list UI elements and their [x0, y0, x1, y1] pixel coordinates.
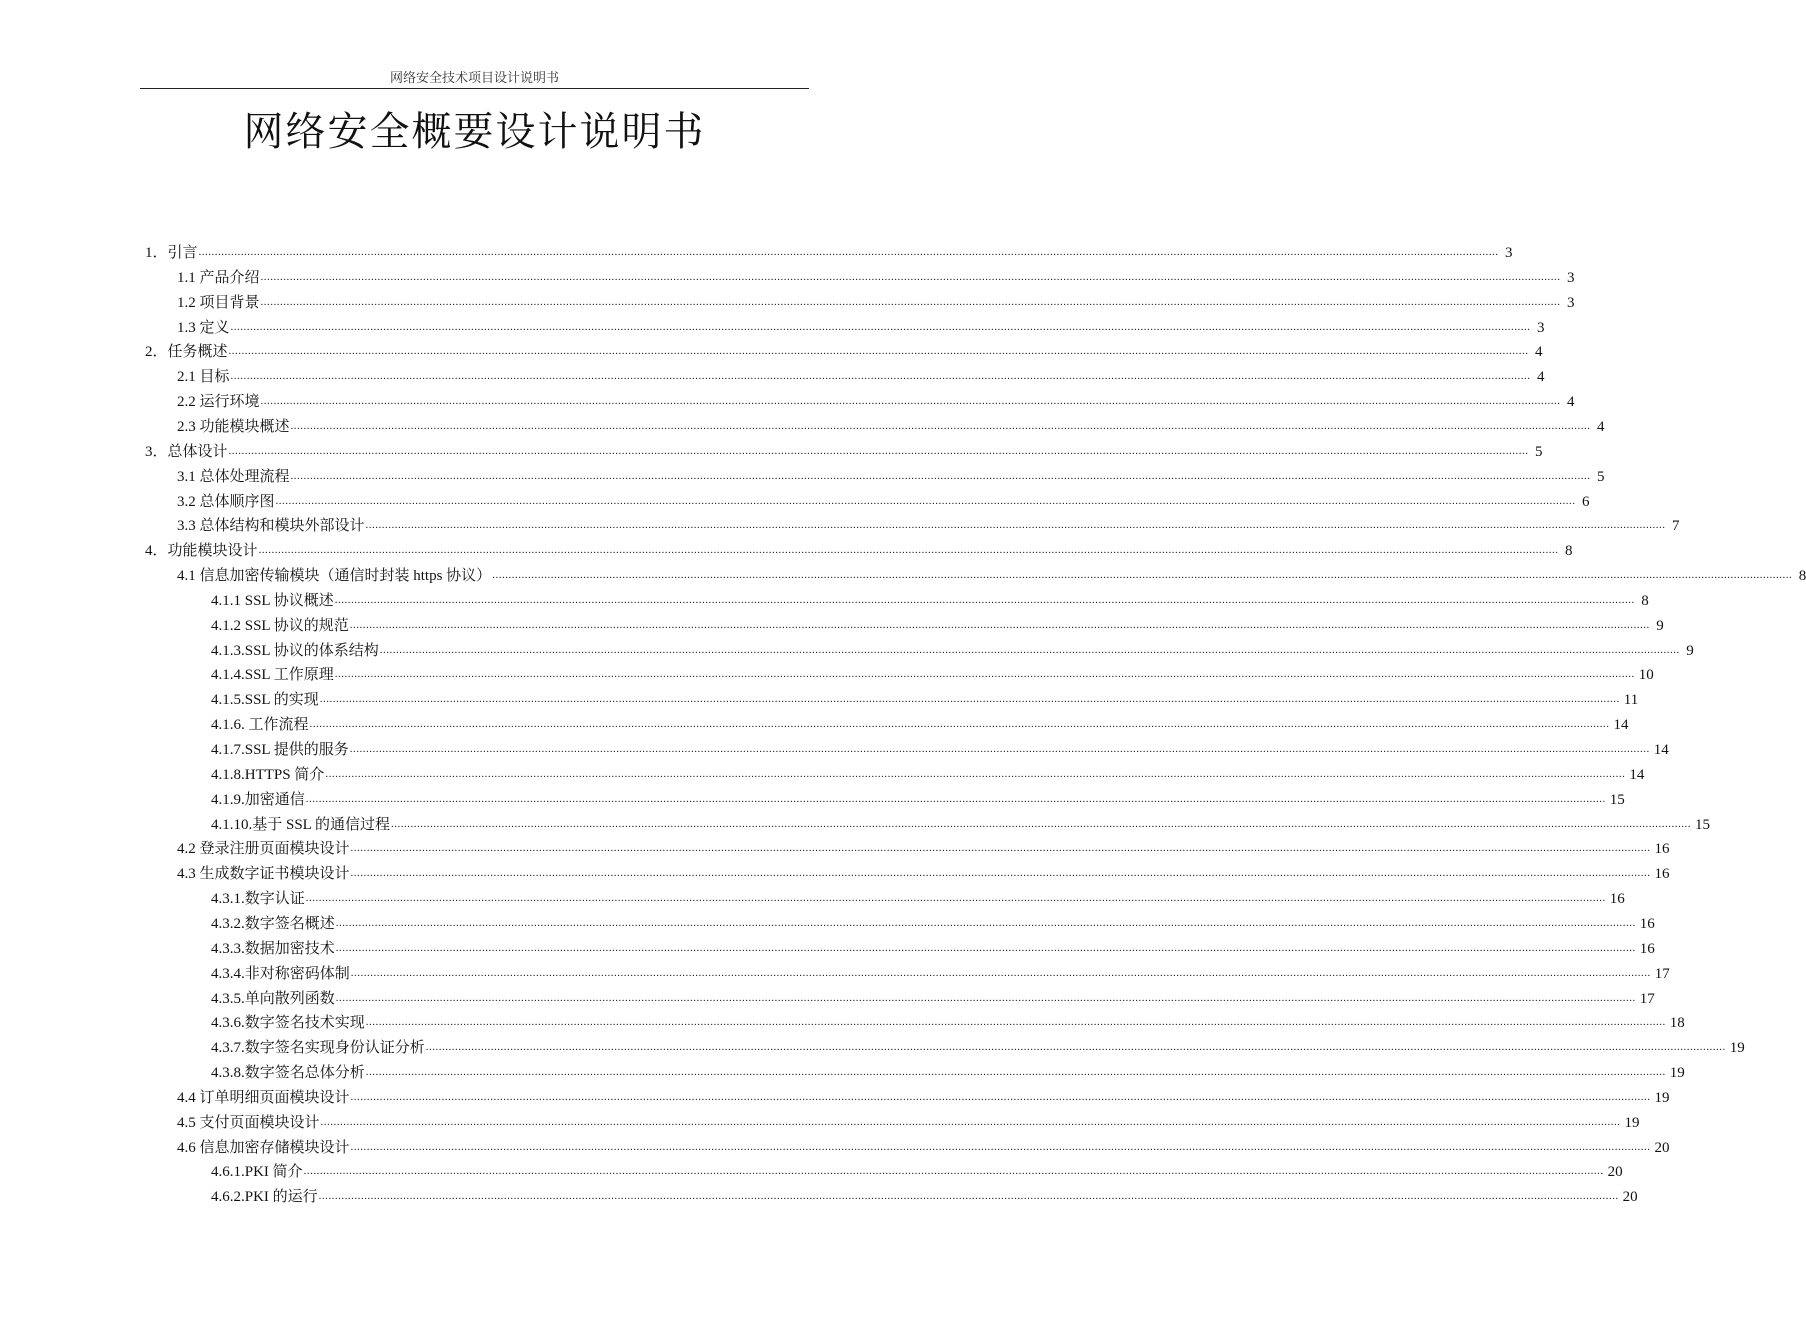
- toc-dot-leader: ................................................................................................................................................................................................................................................................................................................................................................................................................: [365, 1016, 1666, 1028]
- toc-entry-page-number: 8: [1798, 568, 1806, 584]
- toc-dot-leader: ................................................................................................................................................................................................................................................................................................................................................................................................................: [275, 495, 1576, 507]
- toc-entry-page-number: 16: [1654, 866, 1670, 882]
- toc-entry-page-number: 14: [1629, 767, 1645, 783]
- toc-entry[interactable]: [177, 291, 1575, 313]
- toc-entry-page-number: 9: [1686, 643, 1694, 659]
- toc-entry-page-number: 6: [1582, 494, 1590, 510]
- toc-entry[interactable]: [177, 1136, 1670, 1158]
- toc-entry-page-number: 10: [1638, 667, 1654, 683]
- toc-entry-page-number: 20: [1622, 1189, 1638, 1205]
- document-title: 网络安全概要设计说明书: [243, 109, 706, 154]
- toc-entry-label: 4.4 订单明细页面模块设计: [177, 1090, 350, 1106]
- toc-dot-leader: ................................................................................................................................................................................................................................................................................................................................................................................................................: [318, 1190, 1619, 1202]
- toc-entry-label: 4.3.4.非对称密码体制: [211, 966, 350, 982]
- toc-entry-page-number: 19: [1654, 1090, 1670, 1106]
- toc-entry[interactable]: [177, 490, 1590, 512]
- toc-dot-leader: ................................................................................................................................................................................................................................................................................................................................................................................................................: [350, 1091, 1651, 1103]
- toc-dot-leader: ................................................................................................................................................................................................................................................................................................................................................................................................................: [379, 644, 1680, 656]
- toc-entry-label: 4.3.7.数字签名实现身份认证分析: [211, 1040, 425, 1056]
- toc-entry[interactable]: [211, 937, 1655, 959]
- toc-entry-page-number: 3: [1567, 270, 1575, 286]
- toc-dot-leader: ................................................................................................................................................................................................................................................................................................................................................................................................................: [228, 445, 1529, 457]
- toc-entry-page-number: 19: [1669, 1065, 1685, 1081]
- toc-entry[interactable]: [177, 415, 1605, 437]
- toc-dot-leader: ................................................................................................................................................................................................................................................................................................................................................................................................................: [305, 793, 1606, 805]
- toc-entry[interactable]: [211, 813, 1711, 835]
- toc-entry-page-number: 20: [1607, 1164, 1623, 1180]
- toc-entry[interactable]: [145, 241, 1513, 263]
- toc-entry-page-number: 3: [1505, 245, 1513, 261]
- toc-entry[interactable]: [177, 465, 1605, 487]
- toc-entry[interactable]: [211, 614, 1664, 636]
- toc-entry-label: 4.1.6. 工作流程: [211, 717, 309, 733]
- toc-entry-label: 4.3 生成数字证书模块设计: [177, 866, 350, 882]
- toc-dot-leader: ................................................................................................................................................................................................................................................................................................................................................................................................................: [350, 967, 1651, 979]
- toc-dot-leader: ................................................................................................................................................................................................................................................................................................................................................................................................................: [349, 619, 1650, 631]
- toc-entry-page-number: 8: [1641, 593, 1649, 609]
- toc-entry-label: 4.5 支付页面模块设计: [177, 1115, 320, 1131]
- toc-entry-page-number: 11: [1623, 692, 1639, 708]
- toc-entry-page-number: 20: [1654, 1140, 1670, 1156]
- toc-entry[interactable]: [145, 340, 1543, 362]
- toc-entry[interactable]: [211, 912, 1655, 934]
- toc-dot-leader: ................................................................................................................................................................................................................................................................................................................................................................................................................: [290, 420, 1591, 432]
- toc-entry-label: 4.3.3.数据加密技术: [211, 941, 335, 957]
- toc-dot-leader: ................................................................................................................................................................................................................................................................................................................................................................................................................: [335, 942, 1636, 954]
- toc-entry[interactable]: [211, 589, 1649, 611]
- toc-entry[interactable]: [177, 514, 1680, 536]
- toc-entry[interactable]: [177, 390, 1575, 412]
- toc-entry[interactable]: [177, 1086, 1670, 1108]
- toc-entry[interactable]: [177, 365, 1545, 387]
- toc-entry-label: 3.3 总体结构和模块外部设计: [177, 518, 365, 534]
- toc-entry-label: 3.2 总体顺序图: [177, 494, 275, 510]
- toc-dot-leader: ................................................................................................................................................................................................................................................................................................................................................................................................................: [365, 519, 1666, 531]
- toc-entry-label: 4.6.2.PKI 的运行: [211, 1189, 318, 1205]
- toc-dot-leader: ................................................................................................................................................................................................................................................................................................................................................................................................................: [350, 867, 1651, 879]
- toc-dot-leader: ................................................................................................................................................................................................................................................................................................................................................................................................................: [198, 246, 1499, 258]
- toc-entry[interactable]: [177, 1111, 1640, 1133]
- toc-dot-leader: ................................................................................................................................................................................................................................................................................................................................................................................................................: [391, 818, 1692, 830]
- toc-entry-label: 1.3 定义: [177, 320, 230, 336]
- toc-dot-leader: ................................................................................................................................................................................................................................................................................................................................................................................................................: [303, 1165, 1604, 1177]
- toc-dot-leader: ................................................................................................................................................................................................................................................................................................................................................................................................................: [305, 892, 1606, 904]
- toc-dot-leader: ................................................................................................................................................................................................................................................................................................................................................................................................................: [350, 842, 1651, 854]
- toc-entry-page-number: 17: [1654, 966, 1670, 982]
- toc-entry-page-number: 9: [1656, 618, 1664, 634]
- toc-entry-label: 4．功能模块设计: [145, 543, 258, 559]
- toc-entry-label: 4.3.2.数字签名概述: [211, 916, 335, 932]
- toc-entry[interactable]: [211, 1011, 1685, 1033]
- toc-entry-page-number: 14: [1653, 742, 1669, 758]
- toc-dot-leader: ................................................................................................................................................................................................................................................................................................................................................................................................................: [350, 1141, 1651, 1153]
- toc-entry-page-number: 5: [1535, 444, 1543, 460]
- toc-dot-leader: ................................................................................................................................................................................................................................................................................................................................................................................................................: [260, 271, 1561, 283]
- toc-entry-page-number: 16: [1639, 941, 1655, 957]
- toc-entry[interactable]: [177, 266, 1575, 288]
- toc-entry-page-number: 16: [1609, 891, 1625, 907]
- toc-entry-label: 4.1 信息加密传输模块（通信时封装 https 协议）: [177, 568, 492, 584]
- toc-entry-page-number: 5: [1597, 469, 1605, 485]
- toc-entry[interactable]: [177, 564, 1806, 586]
- toc-entry[interactable]: [177, 862, 1670, 884]
- toc-entry-label: 4.1.5.SSL 的实现: [211, 692, 319, 708]
- toc-entry-page-number: 4: [1537, 369, 1545, 385]
- toc-entry[interactable]: [177, 316, 1545, 338]
- toc-entry[interactable]: [211, 688, 1639, 710]
- toc-entry-label: 4.1.10.基于 SSL 的通信过程: [211, 817, 391, 833]
- toc-entry[interactable]: [211, 987, 1655, 1009]
- toc-entry[interactable]: [211, 788, 1625, 810]
- toc-dot-leader: ................................................................................................................................................................................................................................................................................................................................................................................................................: [319, 693, 1620, 705]
- toc-entry-label: 1.1 产品介绍: [177, 270, 260, 286]
- toc-entry-label: 1．引言: [145, 245, 198, 261]
- toc-entry[interactable]: [211, 1160, 1623, 1182]
- toc-entry[interactable]: [211, 738, 1669, 760]
- toc-dot-leader: ................................................................................................................................................................................................................................................................................................................................................................................................................: [230, 370, 1531, 382]
- toc-entry-label: 4.3.6.数字签名技术实现: [211, 1015, 365, 1031]
- toc-entry[interactable]: [211, 1036, 1745, 1058]
- toc-entry-page-number: 3: [1537, 320, 1545, 336]
- toc-dot-leader: ................................................................................................................................................................................................................................................................................................................................................................................................................: [335, 992, 1636, 1004]
- toc-entry[interactable]: [211, 663, 1654, 685]
- toc-entry-label: 2.3 功能模块概述: [177, 419, 290, 435]
- toc-dot-leader: ................................................................................................................................................................................................................................................................................................................................................................................................................: [260, 296, 1561, 308]
- toc-entry[interactable]: [211, 713, 1629, 735]
- toc-entry-page-number: 4: [1597, 419, 1605, 435]
- toc-entry-label: 2.2 运行环境: [177, 394, 260, 410]
- toc-dot-leader: ................................................................................................................................................................................................................................................................................................................................................................................................................: [228, 345, 1529, 357]
- toc-dot-leader: ................................................................................................................................................................................................................................................................................................................................................................................................................: [309, 718, 1610, 730]
- toc-entry-page-number: 14: [1613, 717, 1629, 733]
- toc-entry-page-number: 17: [1639, 991, 1655, 1007]
- toc-entry-label: 4.1.9.加密通信: [211, 792, 305, 808]
- toc-dot-leader: ................................................................................................................................................................................................................................................................................................................................................................................................................: [349, 743, 1650, 755]
- toc-dot-leader: ................................................................................................................................................................................................................................................................................................................................................................................................................: [320, 1116, 1621, 1128]
- toc-dot-leader: ................................................................................................................................................................................................................................................................................................................................................................................................................: [334, 594, 1635, 606]
- toc-entry-page-number: 16: [1654, 841, 1670, 857]
- toc-entry[interactable]: [211, 1061, 1685, 1083]
- toc-dot-leader: ................................................................................................................................................................................................................................................................................................................................................................................................................: [365, 1066, 1666, 1078]
- toc-entry-page-number: 4: [1535, 344, 1543, 360]
- toc-entry-page-number: 15: [1695, 817, 1711, 833]
- toc-entry-page-number: 8: [1565, 543, 1573, 559]
- toc-entry-label: 4.1.1 SSL 协议概述: [211, 593, 334, 609]
- toc-entry[interactable]: [145, 539, 1573, 561]
- toc-entry-label: 4.1.2 SSL 协议的规范: [211, 618, 349, 634]
- toc-entry-label: 2．任务概述: [145, 344, 228, 360]
- toc-entry-page-number: 15: [1609, 792, 1625, 808]
- toc-entry[interactable]: [211, 887, 1625, 909]
- toc-entry[interactable]: [211, 962, 1670, 984]
- toc-dot-leader: ................................................................................................................................................................................................................................................................................................................................................................................................................: [492, 569, 1793, 581]
- toc-entry[interactable]: [145, 440, 1543, 462]
- toc-entry[interactable]: [211, 763, 1645, 785]
- toc-entry-label: 3．总体设计: [145, 444, 228, 460]
- toc-entry-label: 4.1.3.SSL 协议的体系结构: [211, 643, 379, 659]
- toc-entry-label: 4.3.8.数字签名总体分析: [211, 1065, 365, 1081]
- toc-entry[interactable]: [211, 1185, 1638, 1207]
- toc-dot-leader: ................................................................................................................................................................................................................................................................................................................................................................................................................: [335, 917, 1636, 929]
- toc-dot-leader: ................................................................................................................................................................................................................................................................................................................................................................................................................: [258, 544, 1559, 556]
- toc-entry-page-number: 18: [1669, 1015, 1685, 1031]
- toc-entry-page-number: 16: [1639, 916, 1655, 932]
- toc-entry-label: 3.1 总体处理流程: [177, 469, 290, 485]
- toc-entry-label: 4.6.1.PKI 简介: [211, 1164, 303, 1180]
- toc-dot-leader: ................................................................................................................................................................................................................................................................................................................................................................................................................: [325, 768, 1626, 780]
- toc-entry[interactable]: [177, 837, 1670, 859]
- toc-entry-label: 4.3.5.单向散列函数: [211, 991, 335, 1007]
- toc-entry-label: 4.1.8.HTTPS 简介: [211, 767, 325, 783]
- toc-entry-label: 4.3.1.数字认证: [211, 891, 305, 907]
- toc-entry[interactable]: [211, 639, 1694, 661]
- toc-entry-label: 4.2 登录注册页面模块设计: [177, 841, 350, 857]
- toc-entry-label: 2.1 目标: [177, 369, 230, 385]
- toc-dot-leader: ................................................................................................................................................................................................................................................................................................................................................................................................................: [260, 395, 1561, 407]
- toc-entry-page-number: 19: [1729, 1040, 1745, 1056]
- toc-dot-leader: ................................................................................................................................................................................................................................................................................................................................................................................................................: [334, 668, 1635, 680]
- toc-entry-page-number: 4: [1567, 394, 1575, 410]
- toc-entry-label: 4.1.7.SSL 提供的服务: [211, 742, 349, 758]
- toc-dot-leader: ................................................................................................................................................................................................................................................................................................................................................................................................................: [290, 470, 1591, 482]
- toc-entry-page-number: 3: [1567, 295, 1575, 311]
- running-header: 网络安全技术项目设计说明书: [389, 70, 559, 85]
- toc-dot-leader: ................................................................................................................................................................................................................................................................................................................................................................................................................: [230, 321, 1531, 333]
- toc-entry-label: 4.6 信息加密存储模块设计: [177, 1140, 350, 1156]
- toc-entry-label: 1.2 项目背景: [177, 295, 260, 311]
- toc-entry-page-number: 7: [1672, 518, 1680, 534]
- toc-entry-page-number: 19: [1624, 1115, 1640, 1131]
- toc-entry-label: 4.1.4.SSL 工作原理: [211, 667, 334, 683]
- toc-dot-leader: ................................................................................................................................................................................................................................................................................................................................................................................................................: [425, 1041, 1726, 1053]
